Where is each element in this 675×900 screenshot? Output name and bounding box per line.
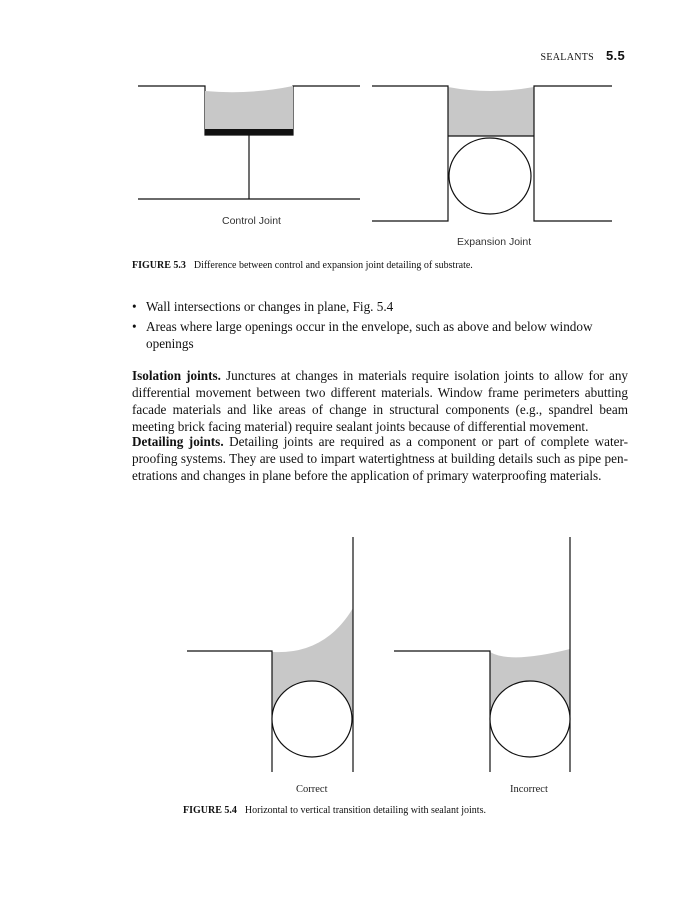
detailing-joints-heading: Detailing joints. bbox=[132, 434, 224, 449]
incorrect-label: Incorrect bbox=[510, 784, 548, 795]
detailing-joints-paragraph bbox=[132, 433, 628, 484]
expansion-joint-label: Expansion Joint bbox=[457, 236, 532, 248]
bullet-list bbox=[132, 298, 628, 355]
figure-5-4-number: FIGURE 5.4 bbox=[183, 805, 237, 816]
correct-joint-diagram bbox=[187, 537, 353, 772]
bullet-item: • Wall intersections or changes in plane, Fig. 5.4 bbox=[132, 298, 628, 315]
figure-5-4-caption bbox=[183, 805, 486, 816]
correct-label: Correct bbox=[296, 784, 328, 795]
figure-5-3-caption bbox=[132, 260, 473, 271]
page-number: 5.5 bbox=[606, 48, 625, 63]
control-joint-label: Control Joint bbox=[222, 215, 281, 227]
isolation-joints-paragraph bbox=[132, 367, 628, 435]
figure-5-4-caption-text: Horizontal to vertical transition detailing with sealant joints. bbox=[244, 805, 486, 816]
figure-5-3-number: FIGURE 5.3 bbox=[132, 260, 186, 271]
figure-5-3-caption-text: Difference between control and expansion joint detailing of substrate. bbox=[193, 260, 473, 271]
control-joint-diagram bbox=[138, 86, 360, 199]
expansion-joint-diagram bbox=[372, 86, 612, 221]
isolation-joints-heading: Isolation joints. bbox=[132, 368, 221, 383]
incorrect-joint-diagram bbox=[394, 537, 570, 772]
detailing-joints-text: Detailing joints are required as a component or part of complete water-proofing systems. They are used to impart watertightness at building details such as pipe pen-etrations and changes in plane before the application of primary waterproofing materials. bbox=[132, 434, 629, 483]
bullet-item: • Areas where large openings occur in the envelope, such as above and below window openings bbox=[132, 318, 628, 352]
isolation-joints-text: Junctures at changes in materials require isolation joints to allow for any differential movement between two different materials. Window frame perimeters abutting facade materials and like areas of change in structural components (e.g., spandrel beam meeting brick facing material) require sealant joints because of differential movement. bbox=[132, 368, 629, 434]
header-section: SEALANTS bbox=[540, 52, 595, 63]
